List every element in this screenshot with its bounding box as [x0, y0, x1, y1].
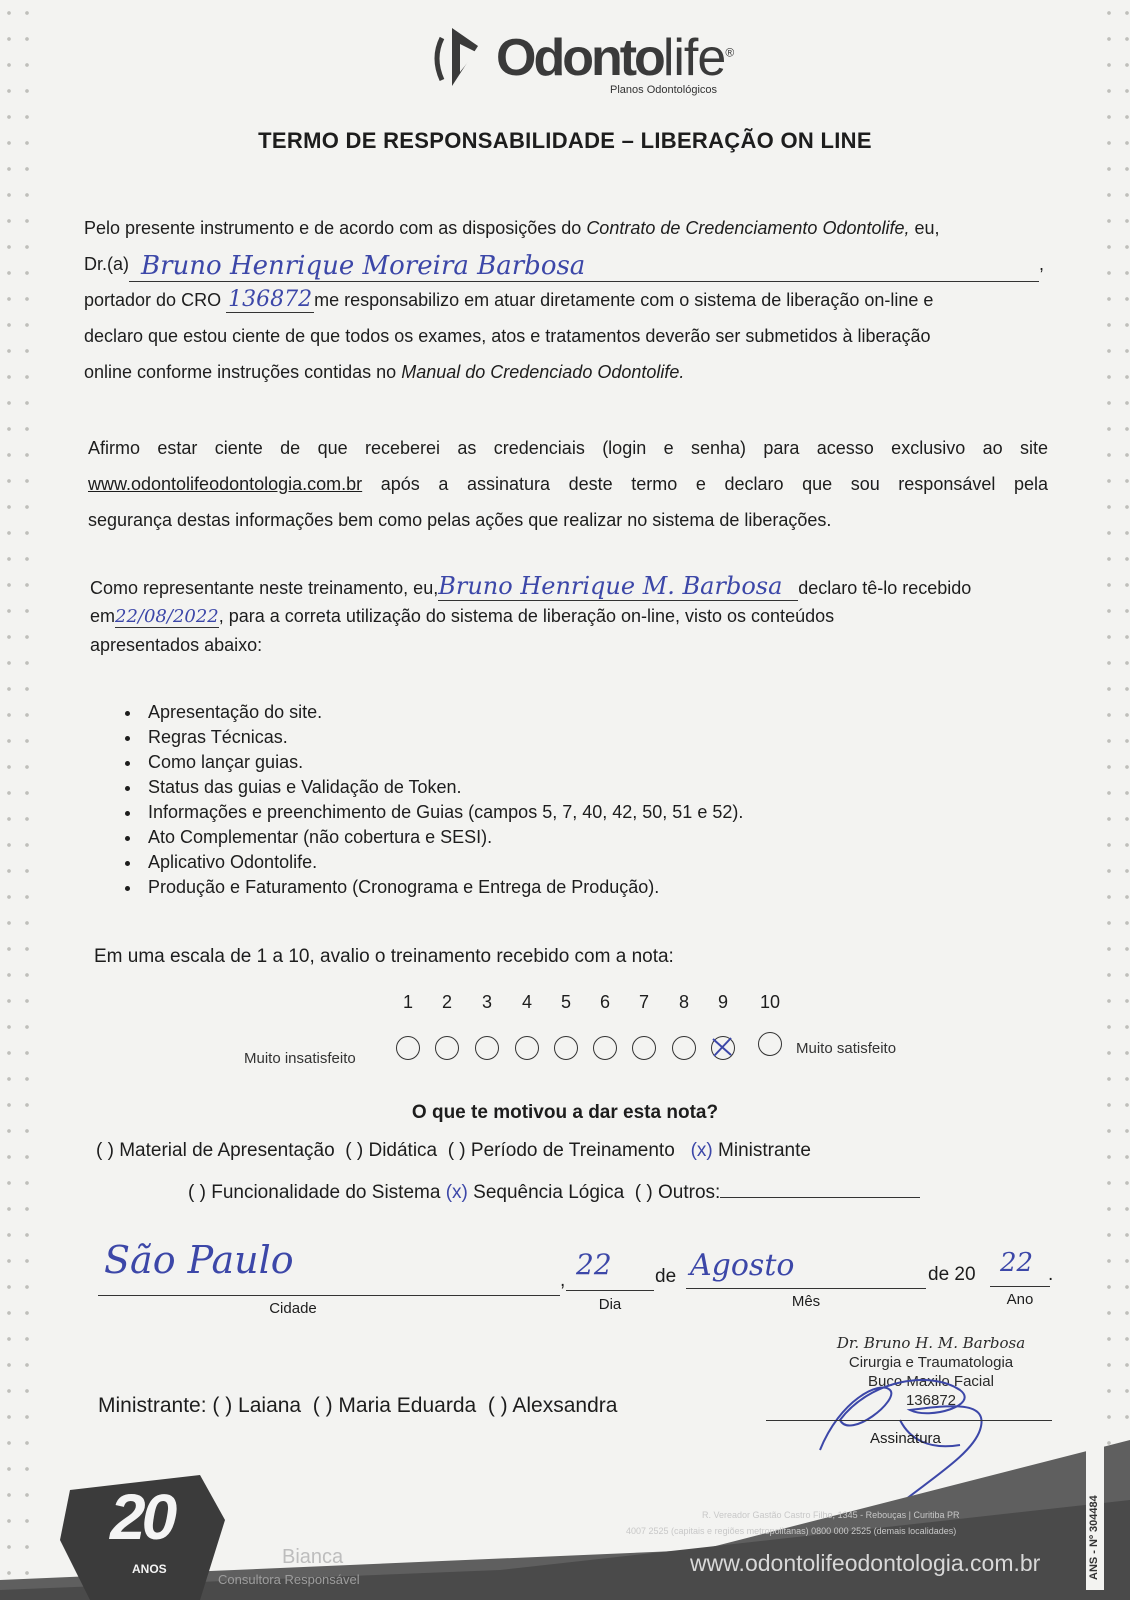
city-value: São Paulo: [104, 1238, 294, 1282]
paragraph-1: [84, 210, 1044, 390]
dr-label: Dr.(a): [84, 254, 129, 274]
option-material: Material de Apresentação: [119, 1140, 335, 1161]
de-text-1: de: [655, 1266, 677, 1287]
scale-number: 1: [402, 992, 413, 1012]
footer-url[interactable]: www.odontolifeodontologia.com.br: [690, 1550, 1041, 1576]
list-item: • Produção e Faturamento (Cronograma e Entrega de Produção).: [142, 875, 743, 900]
scale-number: 5: [560, 992, 571, 1012]
stamp-number: 136872: [905, 1392, 957, 1409]
p1-line-2: [84, 246, 1044, 282]
p2-line-2: [88, 466, 1048, 502]
p1-line-5: [84, 354, 1044, 390]
p1-line-1: [84, 210, 1044, 246]
checkbox-didatica[interactable]: ( ): [345, 1140, 364, 1161]
list-item: • Regras Técnicas.: [142, 725, 743, 750]
option-sequencia: Sequência Lógica: [473, 1182, 625, 1203]
rating-radio-1[interactable]: [396, 1036, 420, 1060]
stamp-name: Dr. Bruno H. M. Barbosa: [836, 1334, 1026, 1352]
dr-comma: ,: [1038, 254, 1044, 274]
year-label: Ano: [1006, 1291, 1034, 1308]
ministrante-option-alexsandra[interactable]: ( ) Alexsandra: [487, 1394, 618, 1417]
footer-band: [0, 1430, 1130, 1600]
scale-number: 4: [521, 992, 532, 1012]
day-line: [566, 1290, 654, 1291]
checkbox-ministrante-checked[interactable]: (x): [690, 1140, 713, 1161]
ans-number: ANS - Nº 304484: [1088, 1495, 1100, 1580]
option-didatica: Didática: [368, 1140, 438, 1161]
scale-number: 2: [441, 992, 452, 1012]
odontolife-logo: [430, 24, 735, 104]
ministrante-option-maria[interactable]: ( ) Maria Eduarda: [312, 1394, 477, 1417]
cro-label: portador do CRO: [84, 290, 222, 310]
logo-subtitle: Planos Odontológicos: [610, 84, 718, 96]
rating-radio-6[interactable]: [593, 1036, 617, 1060]
city-label: Cidade: [269, 1300, 317, 1317]
day-value: 22: [576, 1248, 612, 1281]
year-period: .: [1048, 1264, 1054, 1285]
signature-label: Assinatura: [870, 1430, 941, 1447]
logo-mark-icon: [430, 24, 490, 94]
cro-value-field: 136872: [228, 287, 313, 312]
ministrante-option-laiana[interactable]: ( ) Laiana: [212, 1394, 302, 1417]
p2-apos: após a assinatura deste termo e declaro que sou responsável pela: [380, 474, 1048, 494]
rating-radio-3[interactable]: [475, 1036, 499, 1060]
logo-wordmark: [496, 28, 734, 88]
scale-low-label: Muito insatisfeito: [244, 1050, 356, 1067]
p1-intro: Pelo presente instrumento e de acordo com as disposições do: [84, 218, 582, 238]
representative-name-field: Bruno Henrique M. Barbosa: [438, 572, 798, 601]
rating-radio-8[interactable]: [672, 1036, 696, 1060]
checked-mark-icon: [710, 1035, 734, 1059]
rating-radio-5[interactable]: [554, 1036, 578, 1060]
p1-eu: eu,: [914, 218, 940, 238]
logo-main-text: Odonto: [496, 29, 663, 87]
ministrante-row: [98, 1394, 617, 1418]
checkbox-periodo[interactable]: ( ): [447, 1140, 466, 1161]
p2-line-1: Afirmo estar ciente de que receberei as credenciais (login e senha) para acesso exclusivo ao site: [88, 438, 1048, 458]
p1-responsabilizo: me responsabilizo em atuar diretamente com o sistema de liberação on-line e: [314, 290, 934, 310]
list-item: • Informações e preenchimento de Guias (campos 5, 7, 40, 42, 50, 51 e 52).: [142, 800, 743, 825]
scale-number: 7: [638, 992, 649, 1012]
stamp-specialty-1: Cirurgia e Traumatologia: [848, 1354, 1014, 1371]
year-value: 22: [1000, 1248, 1034, 1278]
month-value: Agosto: [690, 1248, 795, 1283]
scale-number: 8: [678, 992, 689, 1012]
scale-number: 6: [599, 992, 610, 1012]
checkbox-material[interactable]: ( ): [96, 1140, 114, 1161]
month-label: Mês: [791, 1293, 821, 1310]
day-label: Dia: [598, 1296, 622, 1313]
motivation-question: O que te motivou a dar esta nota?: [411, 1102, 719, 1123]
de-text-2: de 20: [928, 1264, 976, 1285]
rating-radio-4[interactable]: [515, 1036, 539, 1060]
footer-phones: 4007 2525 (capitais e regiões metropolitanas) 0800 000 2525 (demais localidades): [626, 1526, 957, 1536]
scale-number: 3: [481, 992, 492, 1012]
document-title: TERMO DE RESPONSABILIDADE – LIBERAÇÃO ON LINE: [258, 128, 872, 153]
rating-question: Em uma escala de 1 a 10, avalio o treinamento recebido com a nota:: [94, 946, 674, 967]
stamp-specialty-2: Buco Maxilo Facial: [868, 1373, 994, 1390]
perforation-right: [1100, 0, 1130, 1600]
option-ministrante: Ministrante: [718, 1140, 811, 1161]
p3-para-correta: , para a correta utilização do sistema de liberação on-line, visto os conteúdos: [218, 606, 835, 626]
p1-manual: Manual do Credenciado Odontolife.: [401, 362, 685, 382]
p1-line-4: declaro que estou ciente de que todos os exames, atos e tratamentos deverão ser submetidos à liberação: [84, 326, 931, 346]
list-item: • Aplicativo Odontolife.: [142, 850, 743, 875]
list-item: • Ato Complementar (não cobertura e SESI).: [142, 825, 743, 850]
checkbox-outros[interactable]: ( ): [634, 1182, 653, 1203]
outros-field[interactable]: [720, 1197, 920, 1198]
paragraph-2: [88, 430, 1048, 538]
consultant-role: Consultora Responsável: [218, 1572, 360, 1587]
city-line: [98, 1295, 560, 1296]
signature-line: [766, 1420, 1052, 1421]
list-item: • Apresentação do site.: [142, 700, 743, 725]
checkbox-sequencia-checked[interactable]: (x): [445, 1182, 468, 1203]
ans-box: [1086, 1440, 1104, 1590]
p1-conforme: online conforme instruções contidas no: [84, 362, 397, 382]
logo-registered: ®: [725, 45, 735, 60]
rating-radio-9[interactable]: [711, 1036, 735, 1060]
option-funcionalidade: Funcionalidade do Sistema: [211, 1182, 441, 1203]
paragraph-3: [90, 572, 1060, 659]
p3-line-2: [90, 602, 1060, 631]
consultant-name: Bianca: [282, 1546, 344, 1568]
badge-20: 20: [110, 1481, 174, 1553]
p3-line-3: apresentados abaixo:: [90, 635, 263, 655]
dr-name-field: Bruno Henrique Moreira Barbosa: [129, 251, 1039, 282]
site-link[interactable]: www.odontolifeodontologia.com.br: [88, 474, 363, 494]
scale-number: 9: [717, 992, 728, 1012]
p1-contract: Contrato de Credenciamento Odontolife,: [586, 218, 910, 238]
logo-lite-text: life: [662, 29, 726, 87]
perforation-left: [0, 0, 30, 1600]
rating-radio-7[interactable]: [632, 1036, 656, 1060]
topics-list: [112, 700, 743, 900]
ministrante-label: Ministrante:: [98, 1394, 207, 1417]
date-comma: ,: [560, 1270, 566, 1291]
list-item: • Status das guias e Validação de Token.: [142, 775, 743, 800]
option-periodo: Período de Treinamento: [470, 1140, 675, 1161]
p3-declaro: declaro tê-lo recebido: [798, 578, 972, 598]
list-item: • Como lançar guias.: [142, 750, 743, 775]
rating-radio-2[interactable]: [435, 1036, 459, 1060]
checkbox-funcionalidade[interactable]: ( ): [188, 1182, 206, 1203]
badge-anos: ANOS: [132, 1562, 167, 1576]
footer-address: R. Vereador Gastão Castro Filho, 1345 - Rebouças | Curitiba PR: [702, 1510, 960, 1520]
p3-intro: Como representante neste treinamento, eu,: [90, 578, 439, 598]
month-line: [686, 1288, 926, 1289]
p2-line-3: segurança destas informações bem como pelas ações que realizar no sistema de liberações.: [88, 510, 832, 530]
training-date-field: 22/08/2022: [115, 606, 219, 627]
rating-radio-10[interactable]: [758, 1032, 782, 1056]
motivation-row-1: [96, 1140, 811, 1162]
p3-line-1: [90, 572, 1060, 602]
scale-number: 10: [759, 992, 781, 1012]
p1-line-3: [84, 282, 1044, 318]
scale-high-label: Muito satisfeito: [796, 1040, 897, 1057]
option-outros: Outros:: [658, 1182, 721, 1203]
p3-em: em: [90, 606, 116, 626]
motivation-row-2: [188, 1182, 920, 1204]
year-line: [990, 1286, 1050, 1287]
